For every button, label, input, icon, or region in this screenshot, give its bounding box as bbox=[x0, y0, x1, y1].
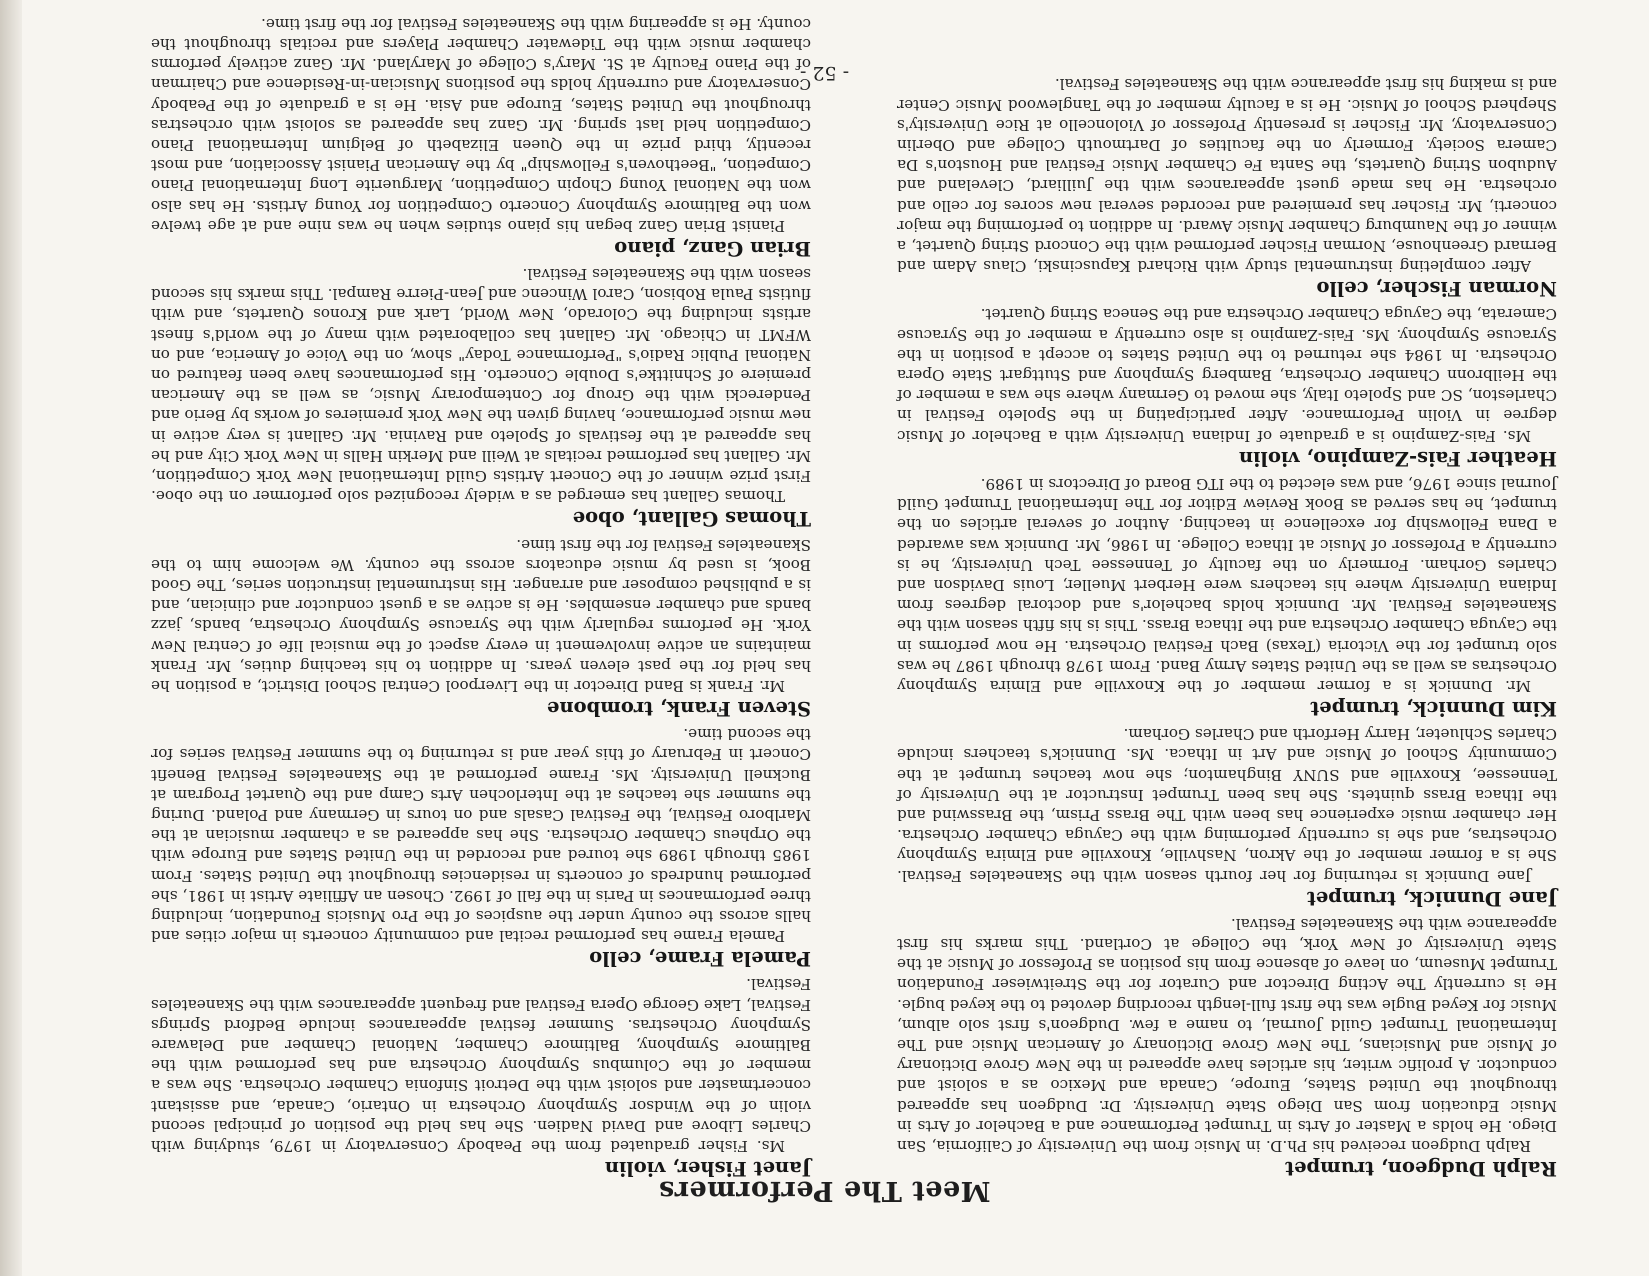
bio-heading: Norman Fischer, cello bbox=[1316, 277, 1557, 301]
right-column bbox=[151, 10, 811, 1180]
bio-norman-fischer bbox=[897, 74, 1557, 300]
left-column bbox=[897, 70, 1557, 1180]
page-title: Meet The Performers bbox=[658, 1174, 991, 1206]
bio-brian-ganz bbox=[151, 14, 811, 260]
bio-heading: Steven Frank, trombone bbox=[546, 696, 811, 720]
bio-text: Ralph Dudgeon received his Ph.D. in Music from the University of California, San Diego. He holds a Master of Arts in Trumpet Performance and a Bachelor of Arts in Music Education from San Diego State University. Dr. Dudgeon has appeared throughout the United States, Europe, Canada and Mexico as a soloist and conductor. A prolific writer, his articles have appeared in the New Grove Dictionary of Music and Musicians, The New Grove Dictionary of American Music and The International Trumpet Guild Journal, to name a few. Dudgeon's first solo album, Music for Keyed Bugle was the first full-length recording devoted to the keyed bugle. He is currently The Acting Director and Curator for the Streitwieser Foundation Trumpet Museum, on leave of absence from his position as Professor of Music at the State University of New York, the College at Cortland. This marks his first appearance with the Skaneateles Festival. bbox=[897, 914, 1557, 1155]
bio-heading: Pamela Frame, cello bbox=[589, 947, 811, 971]
bio-text: Mr. Frank is Band Director in the Liverpool Central School District, a position he has held for the past eleven years. In addition to his teaching duties, Mr. Frank maintains an active involvement in every aspect of the musical life of Central New York. He performs regularly with the Syracuse Symphony Orchestra, bands, jazz bands and chamber ensembles. He is active as a guest conductor and clinician, and is a published composer and arranger. His instrumental instruction series, The Good Book, is used by music educators across the county. We welcome him to the Skaneateles Festival for the first time. bbox=[151, 535, 811, 695]
scan-edge-shadow bbox=[0, 0, 22, 1276]
bio-pamela-frame bbox=[151, 724, 811, 970]
bio-text: Jane Dunnick is returning for her fourth season with the Skaneateles Festival. She is a former member of the Akron, Nashville, Knoxville and Elmira Symphony Orchestras, and she is currently performing with the Cayuga Chamber Orchestra. Her chamber music experience has been with The Brass Prism, the Brasswind and the Ithaca Brass quintets. She has been Trumpet Instructor at the University of Tennessee, Knoxville and SUNY Binghamton; she now teaches trumpet at the Community School of Music and Art in Ithaca. Ms. Dunnick's teachers include Charles Schlueter, Harry Herforth and Charles Gorham. bbox=[897, 725, 1557, 885]
bio-janet-fisher bbox=[151, 974, 811, 1180]
bio-heading: Jane Dunnick, trumpet bbox=[1306, 886, 1557, 910]
bio-text: Thomas Gallant has emerged as a widely recognized solo performer on the oboe. First prize winner of the Concert Artists Guild International New York Competition, Mr. Gallant has performed recitals at Weill and Merkin Halls in New York City and he has appeared at the festivals of Spoleto and Ravinia. Mr. Gallant is very active in new music performance, having given the New York premieres of works by Berio and Penderecki with the Group for Contemporary Music, as well as the American premiere of Schnittke's Double Concerto. His performances have been featured on National Public Radio's "Performance Today" show, on the Voice of America, and on WFMT in Chicago. Mr. Gallant has collaborated with many of the world's finest artists including the Colorado, New World, Lark and Kronos Quartets, and with flutists Paula Robison, Carol Wincenc and Jean-Pierre Rampal. This marks his second season with the Skaneateles Festival. bbox=[151, 265, 811, 506]
bio-heading: Janet Fisher, violin bbox=[604, 1157, 811, 1180]
bio-text: Ms. Fisher graduated from the Peabody Conservatory in 1979, studying with Charles Libove and David Nadien. She has held the position of principal second violin of the Windsor Symphony Orchestra in Ontario, Canada, and assistant concertmaster and soloist with the Detroit Sinfonia Chamber Orchestra. She was a member of the Columbus Symphony Orchestra and has performed with the Baltimore Symphony, Baltimore Chamber, National Chamber and Delaware Symphony Orchestras. Summer festival appearances include Bedford Springs Festival, Lake George Opera Festival and frequent appearances with the Skaneateles Festival. bbox=[151, 975, 811, 1155]
bio-kim-dunnick bbox=[897, 474, 1557, 720]
bio-heading: Thomas Gallant, oboe bbox=[572, 507, 811, 531]
bio-text: Mr. Dunnick is a former member of the Knoxville and Elmira Symphony Orchestras as well as the United States Army Band. From 1978 through 1987 he was solo trumpet for the Victoria (Texas) Bach Festival Orchestra. He now performs in the Cayuga Chamber Orchestra and the Ithaca Brass. This is his fifth season with the Skaneateles Festival. Mr. Dunnick holds bachelor's and doctoral degrees from Indiana University where his teachers were Herbert Mueller, Louis Davidson and Charles Gorham. Formerly on the faculty of Tennessee Tech University, he is currently a Professor of Music at Ithaca College. In 1986, Mr. Dunnick was awarded a Dana Fellowship for excellence in teaching. Author of several articles on the trumpet, he has served as Book Review Editor for The International Trumpet Guild Journal since 1976, and was elected to the ITG Board of Directors in 1989. bbox=[897, 474, 1557, 695]
bio-heading: Kim Dunnick, trumpet bbox=[1310, 696, 1557, 720]
bio-text: Pamela Frame has performed recital and community concerts in major cities and halls across the county under the auspices of the Pro Musicis Foundation, including three performances in Paris in the fall of 1992. Chosen an Affiliate Artist in 1981, she performed hundreds of concerts in residencies throughout the United States. From 1985 through 1989 she toured and recorded in the United States and Europe with the Orpheus Chamber Orchestra. She has appeared as a chamber musician at the Marlboro Festival, the Festival Casals and on tours in Germany and Poland. During the summer she teaches at the Interlochen Arts Camp and the Quartet Program at Bucknell University. Ms. Frame performed at the Skaneateles Festival Benefit Concert in February of this year and is returning to the summer Festival series for the second time. bbox=[151, 725, 811, 946]
bio-heading: Heather Fais-Zampino, violin bbox=[1238, 446, 1557, 470]
bio-heading: Brian Ganz, piano bbox=[614, 236, 811, 260]
page-number: - 52 - bbox=[799, 62, 850, 84]
bio-text: After completing instrumental study with Richard Kapuscinski, Claus Adam and Bernard Greenhouse, Norman Fischer performed with the Concord String Quartet, a winner of the Naumburg Chamber Music Award. In addition to performing the major concerti, Mr. Fischer has premiered and recorded several new scores for cello and orchestra. He has made guest appearances with the Juilliard, Cleveland and Audubon String Quartets, the Santa Fe Chamber Music Festival and Houston's Da Camera Society. Formerly on the faculties of Dartmouth College and Oberlin Conservatory, Mr. Fischer is presently Professor of Violoncello at Rice University's Shepherd School of Music. He is a faculty member of the Tanglewood Music Center and is making his first appearance with the Skaneateles Festival. bbox=[897, 75, 1557, 276]
bio-jane-dunnick bbox=[897, 724, 1557, 910]
bio-thomas-gallant bbox=[151, 264, 811, 530]
bio-ralph-dudgeon bbox=[897, 914, 1557, 1180]
bio-heading: Ralph Dudgeon, trumpet bbox=[1285, 1157, 1557, 1180]
bio-text: Ms. Fais-Zampino is a graduate of Indiana University with a Bachelor of Music degree in Violin Performance. After participating in the Spoleto Festival in Charleston, SC and Spoleto Italy, she moved to Germany where she was a member of the Heilbronn Chamber Orchestra, Bamberg Symphony and Stuttgart State Opera Orchestra. In 1984 she returned to the United States to accept a position in the Syracuse Symphony. Ms. Fais-Zampino is also currently a member of the Syracuse Camerata, the Cayuga Chamber Orchestra and the Seneca String Quartet. bbox=[897, 305, 1557, 445]
bio-text: Pianist Brian Ganz began his piano studies when he was nine and at age twelve won the Baltimore Symphony Concerto Competition for Young Artists. He has also won the National Young Chopin Competition, Marguerite Long International Piano Competion, "Beethoven's Fellowship" by the American Pianist Association, and most recently, third prize in the Queen Elizabeth of Belgium International Piano Competition held last spring. Mr. Ganz has appeared as soloist with orchestras throughout the United States, Europe and Asia. He is a graduate of the Peabody Conservatory and currently holds the positions Musician-in-Residence and Chairman of the Piano Faculty at St. Mary's College of Maryland. Mr. Ganz actively performs chamber music with the Tidewater Chamber Players and recitals throughout the county. He is appearing with the Skaneateles Festival for the first time. bbox=[151, 14, 811, 235]
bio-heather-fais-zampino bbox=[897, 304, 1557, 469]
bio-steven-frank bbox=[151, 534, 811, 720]
